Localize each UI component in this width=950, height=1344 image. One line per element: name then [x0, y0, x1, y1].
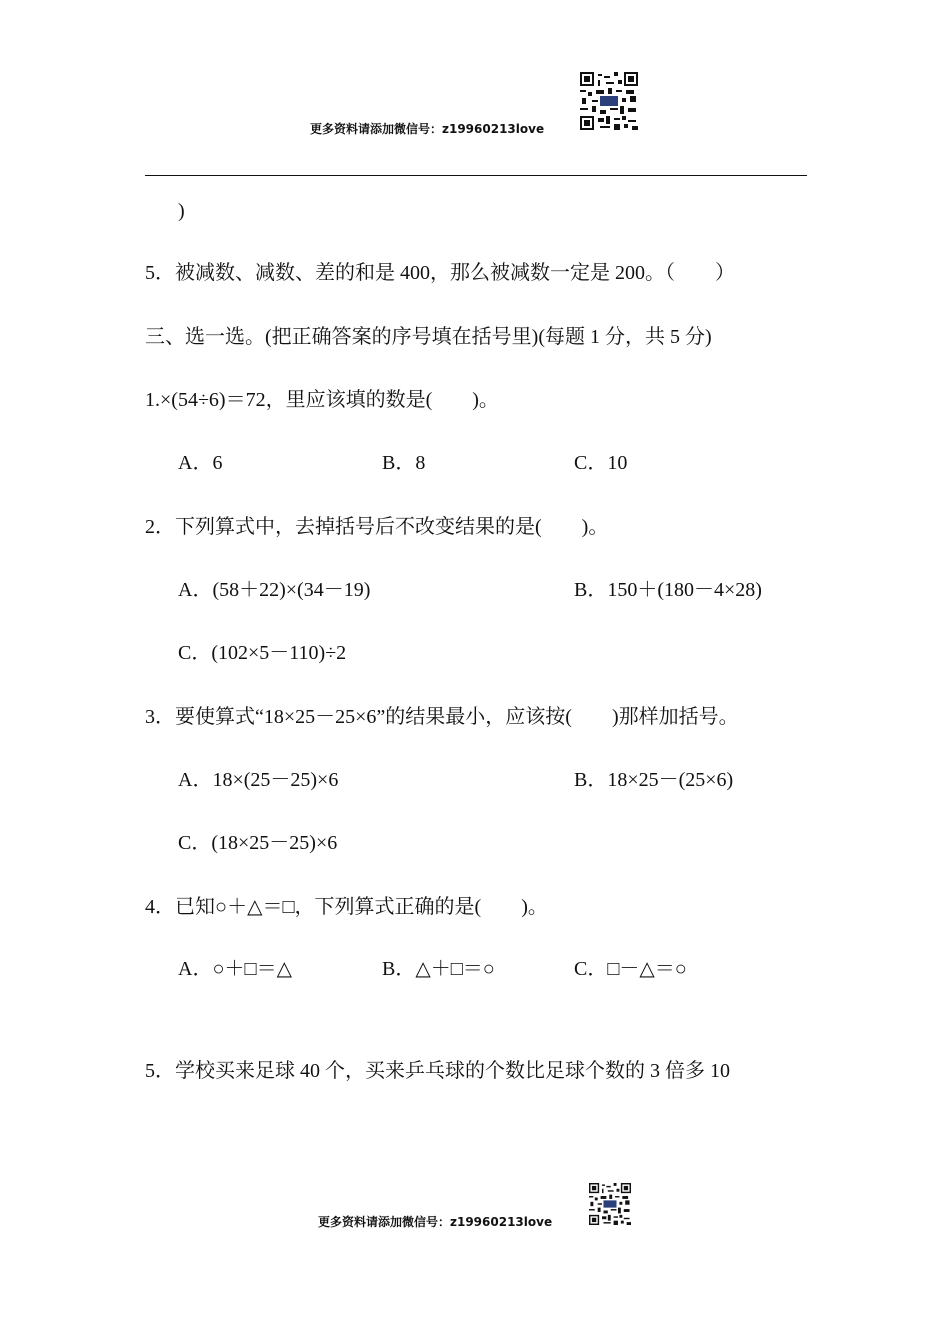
question-1-option-a: A．6	[178, 452, 223, 474]
question-2-option-c: C．(102×5－110)÷2	[178, 642, 347, 664]
question-5-stem: 5．学校买来足球 40 个，买来乒乓球的个数比足球个数的 3 倍多 10	[145, 1060, 730, 1082]
true-false-question-5: 5．被减数、减数、差的和是 400，那么被减数一定是 200。（ ）	[145, 262, 735, 284]
question-2-option-b: B．150＋(180－4×28)	[574, 579, 762, 601]
section-3-title: 三、选一选。(把正确答案的序号填在括号里)(每题 1 分，共 5 分)	[145, 326, 712, 348]
question-3-option-c: C．(18×25－25)×6	[178, 832, 338, 854]
question-3-stem: 3．要使算式“18×25－25×6”的结果最小，应该按( )那样加括号。	[145, 706, 739, 728]
question-1-stem: 1.×(54÷6)＝72，里应该填的数是( )。	[145, 389, 499, 411]
continuation-paren: )	[178, 200, 185, 222]
question-4-stem: 4．已知○＋△＝□，下列算式正确的是( )。	[145, 896, 548, 918]
question-2-option-a: A．(58＋22)×(34－19)	[178, 579, 371, 601]
qr-code-icon	[589, 1183, 631, 1225]
question-3-option-b: B．18×25－(25×6)	[574, 769, 734, 791]
question-1-option-c: C．10	[574, 452, 628, 474]
qr-code-icon	[580, 72, 638, 130]
footer-contact-note: 更多资料请添加微信号：z19960213love	[318, 1215, 553, 1229]
question-1-option-b: B．8	[382, 452, 426, 474]
question-4-option-a: A．○＋□＝△	[178, 958, 292, 980]
question-3-option-a: A．18×(25－25)×6	[178, 769, 339, 791]
question-4-option-b: B．△＋□＝○	[382, 958, 495, 980]
question-2-stem: 2．下列算式中，去掉括号后不改变结果的是( )。	[145, 516, 609, 538]
header-contact-note: 更多资料请添加微信号：z19960213love	[310, 122, 545, 136]
header-divider	[145, 175, 807, 176]
question-4-option-c: C．□－△＝○	[574, 958, 687, 980]
